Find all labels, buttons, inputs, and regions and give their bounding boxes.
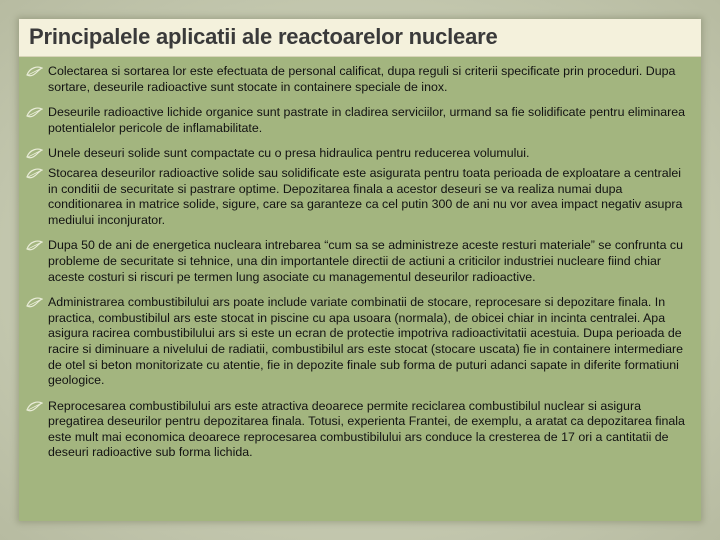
bullet-text: Reprocesarea combustibilului ars este atractiva deoarece permite reciclarea combustibilul nuclear si asigura pregatirea deseurilor pentru depozitarea finala. Totusi, experienta Frantei, de exemplu, a aratat ca depozitarea finala este mult mai economica deoarece reprocesarea combustibilului ars conduce la cresterea de 17 ori a cantitatii de deseuri radioactive sub forma lichida. <box>48 398 685 460</box>
bullet-text: Deseurile radioactive lichide organice sunt pastrate in cladirea serviciilor, urmand sa fie solidificate pentru eliminarea potentialelor pericole de inflamabilitate. <box>48 105 686 135</box>
bullet-text: Stocarea deseurilor radioactive solide sau solidificate este asigurata pentru toata perioada de exploatare a centralei in conditii de securitate si pastrare optime. Depozitarea finala a acestor deseuri se va realiza numai dupa conditionarea in matrice solide, sigure, care sa garanteze ca cel putin 300 de ani nu vor avea impact negativ asupra mediului inconjurator. <box>48 165 683 227</box>
bullet-text: Administrarea combustibilului ars poate include variate combinatii de stocare, reprocesare si depozitare finala. In practica, combustibilul ars este stocat in piscine cu apa usoara (normala), de obicei chiar in incinta centralei. Apa asigura racirea combustibilului ars si este un ecran de protectie impotriva radioactivitatii acestuia. Dupa perioada de racire si diminuare a nivelului de radiatii, combustibilul ars este stocat (stocare uscata) fie in containere intermediare de otel si beton monitorizate cu atentie, fie in depozite finale sub forma de puturi adanci sapate in diferite formatiuni geologice. <box>48 295 683 388</box>
bullet-item <box>25 295 693 389</box>
bullet-text: Dupa 50 de ani de energetica nucleara intrebarea “cum sa se administreze aceste resturi materiale” se confrunta cu probleme de securitate si tehnice, una din importantele directii de actiuni a criticilor industriei nucleare fiind chiar aceste costuri si riscuri pe termen lung asociate cu managementul deseurilor radioactive. <box>48 238 684 284</box>
leaf-bullet-icon <box>26 65 43 79</box>
bullet-list <box>25 64 693 471</box>
bullet-text: Unele deseuri solide sunt compactate cu o presa hidraulica pentru reducerea volumului. <box>48 146 530 161</box>
slide-title: Principalele aplicatii ale reactoarelor nucleare <box>29 24 498 49</box>
bullet-item <box>25 64 693 95</box>
leaf-bullet-icon <box>26 296 43 310</box>
leaf-bullet-icon <box>26 400 43 414</box>
bullet-item <box>25 146 693 162</box>
bullet-item <box>25 166 693 228</box>
slide <box>19 19 701 521</box>
leaf-bullet-icon <box>26 239 43 253</box>
title-bar <box>19 19 701 57</box>
leaf-bullet-icon <box>26 167 43 181</box>
leaf-bullet-icon <box>26 147 43 161</box>
bullet-text: Colectarea si sortarea lor este efectuata de personal calificat, dupa reguli si criterii specificate prin proceduri. Dupa sortare, deseurile radioactive sunt stocate in containere speciale de inox. <box>48 64 676 94</box>
leaf-bullet-icon <box>26 106 43 120</box>
bullet-item <box>25 399 693 461</box>
bullet-item <box>25 238 693 285</box>
bullet-item <box>25 105 693 136</box>
